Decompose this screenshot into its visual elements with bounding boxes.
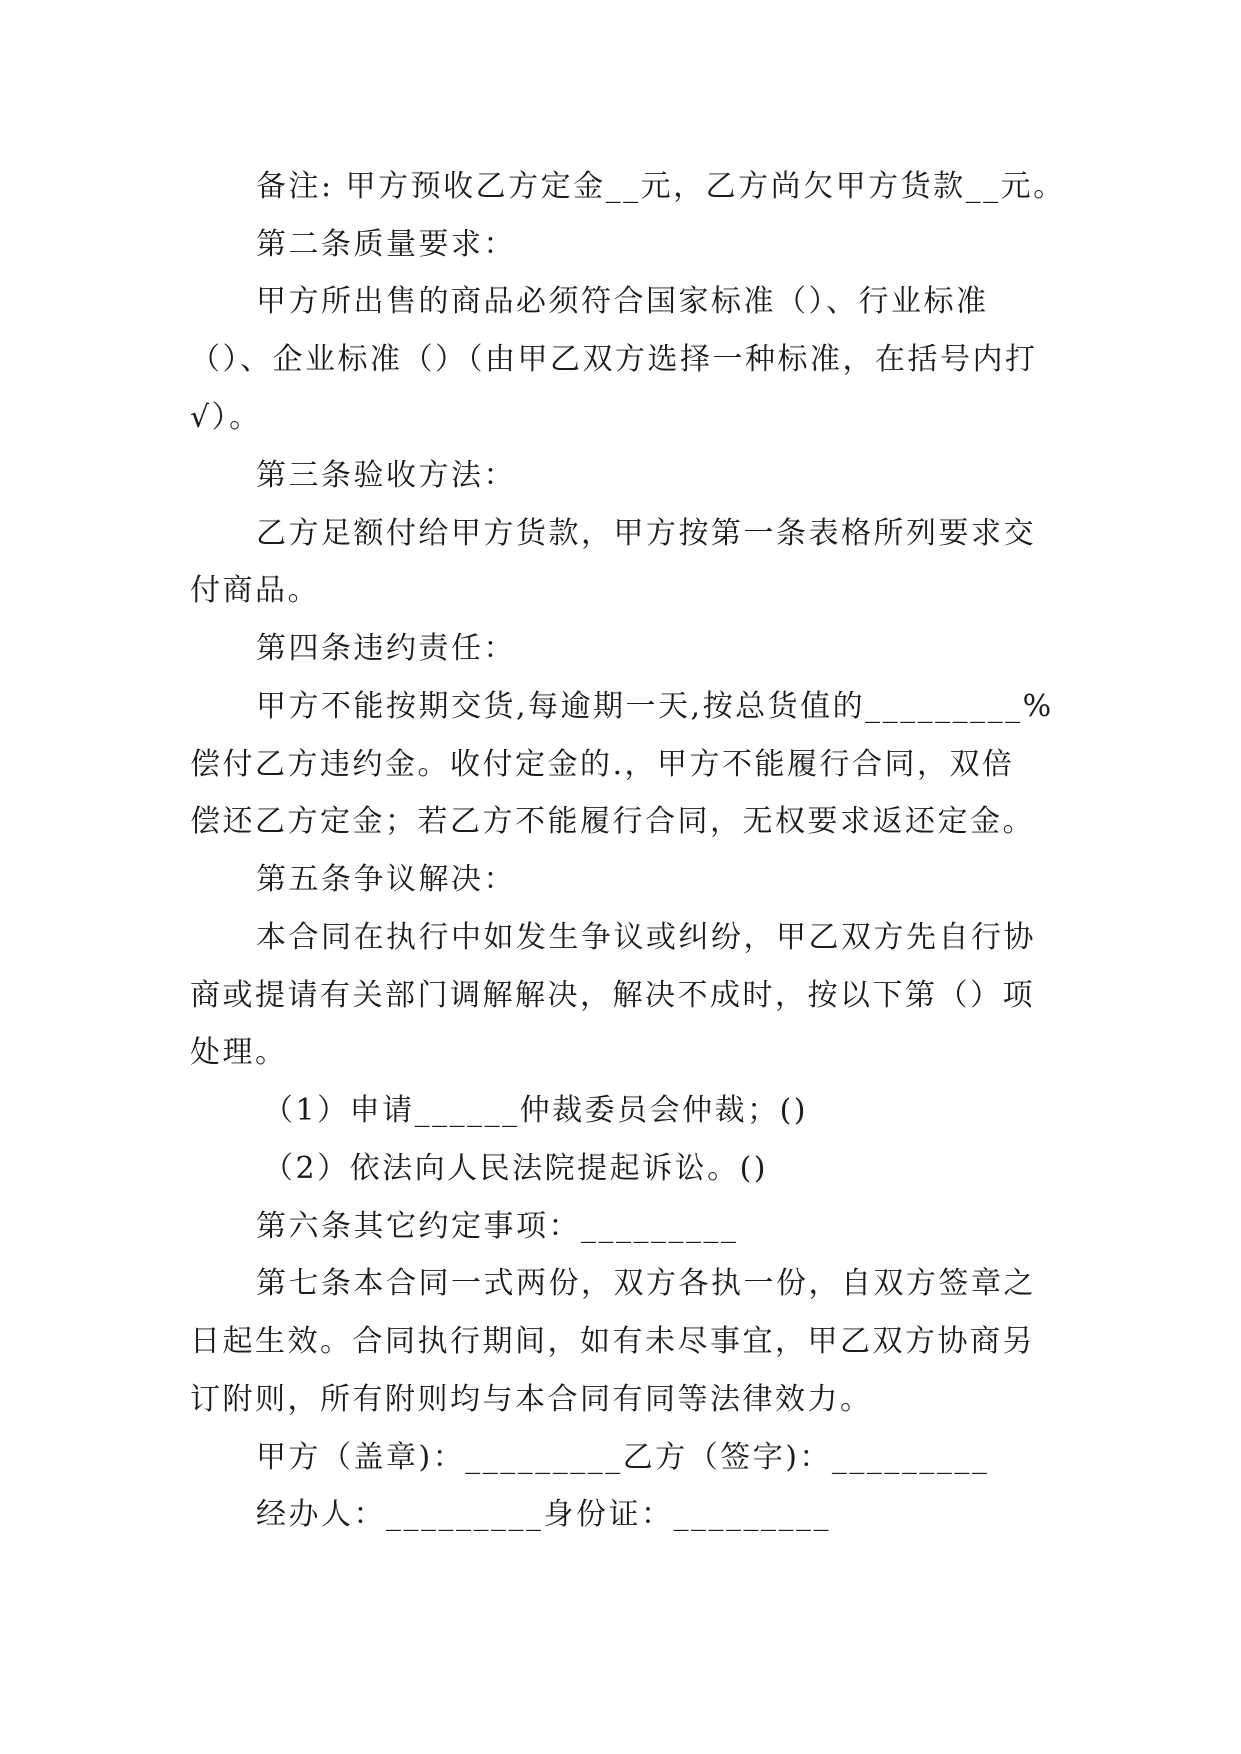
clause-5-text-line-1: 本合同在执行中如发生争议或纠纷，甲乙双方先自行协 bbox=[256, 920, 1036, 955]
signature-line-agent: 经办人：_________身份证：_________ bbox=[256, 1497, 831, 1532]
clause-5-heading: 第五条争议解决： bbox=[256, 862, 516, 897]
clause-2-text-line-3: √）。 bbox=[190, 400, 262, 435]
clause-7-text-line-1: 第七条本合同一式两份，双方各执一份，自双方签章之 bbox=[256, 1266, 1036, 1301]
clause-3-text-line-2: 付商品。 bbox=[190, 573, 320, 608]
clause-4-text-line-1: 甲方不能按期交货,每逾期一天,按总货值的_________% bbox=[256, 689, 1054, 724]
clause-5-text-line-3: 处理。 bbox=[190, 1035, 288, 1070]
clause-6-line: 第六条其它约定事项：_________ bbox=[256, 1209, 739, 1244]
clause-2-heading: 第二条质量要求： bbox=[256, 227, 516, 262]
clause-2-text-line-1: 甲方所出售的商品必须符合国家标准（）、行业标准 bbox=[256, 284, 989, 319]
clause-4-heading: 第四条违约责任： bbox=[256, 631, 516, 666]
clause-5-option-1: （1）申请______仲裁委员会仲裁；() bbox=[263, 1093, 808, 1128]
clause-3-heading: 第三条验收方法： bbox=[256, 458, 516, 493]
note-line: 备注: 甲方预收乙方定金__元，乙方尚欠甲方货款__元。 bbox=[256, 169, 1066, 204]
clause-3-text-line-1: 乙方足额付给甲方货款，甲方按第一条表格所列要求交 bbox=[256, 516, 1036, 551]
clause-2-text-line-2: （）、企业标准（）（由甲乙双方选择一种标准，在括号内打 bbox=[190, 342, 1038, 377]
clause-7-text-line-2: 日起生效。合同执行期间，如有未尽事宜，甲乙双方协商另 bbox=[190, 1324, 1035, 1359]
signature-line-parties: 甲方（盖章)：_________乙方（签字)：_________ bbox=[256, 1440, 990, 1475]
clause-4-text-line-2: 偿付乙方违约金。收付定金的.，甲方不能履行合同，双倍 bbox=[190, 747, 1015, 782]
clause-5-text-line-2: 商或提请有关部门调解解决，解决不成时，按以下第（）项 bbox=[190, 978, 1035, 1013]
clause-4-text-line-3: 偿还乙方定金；若乙方不能履行合同，无权要求返还定金。 bbox=[190, 804, 1035, 839]
clause-7-text-line-3: 订附则，所有附则均与本合同有同等法律效力。 bbox=[190, 1382, 873, 1417]
clause-5-option-2: （2）依法向人民法院提起诉讼。() bbox=[263, 1151, 768, 1186]
